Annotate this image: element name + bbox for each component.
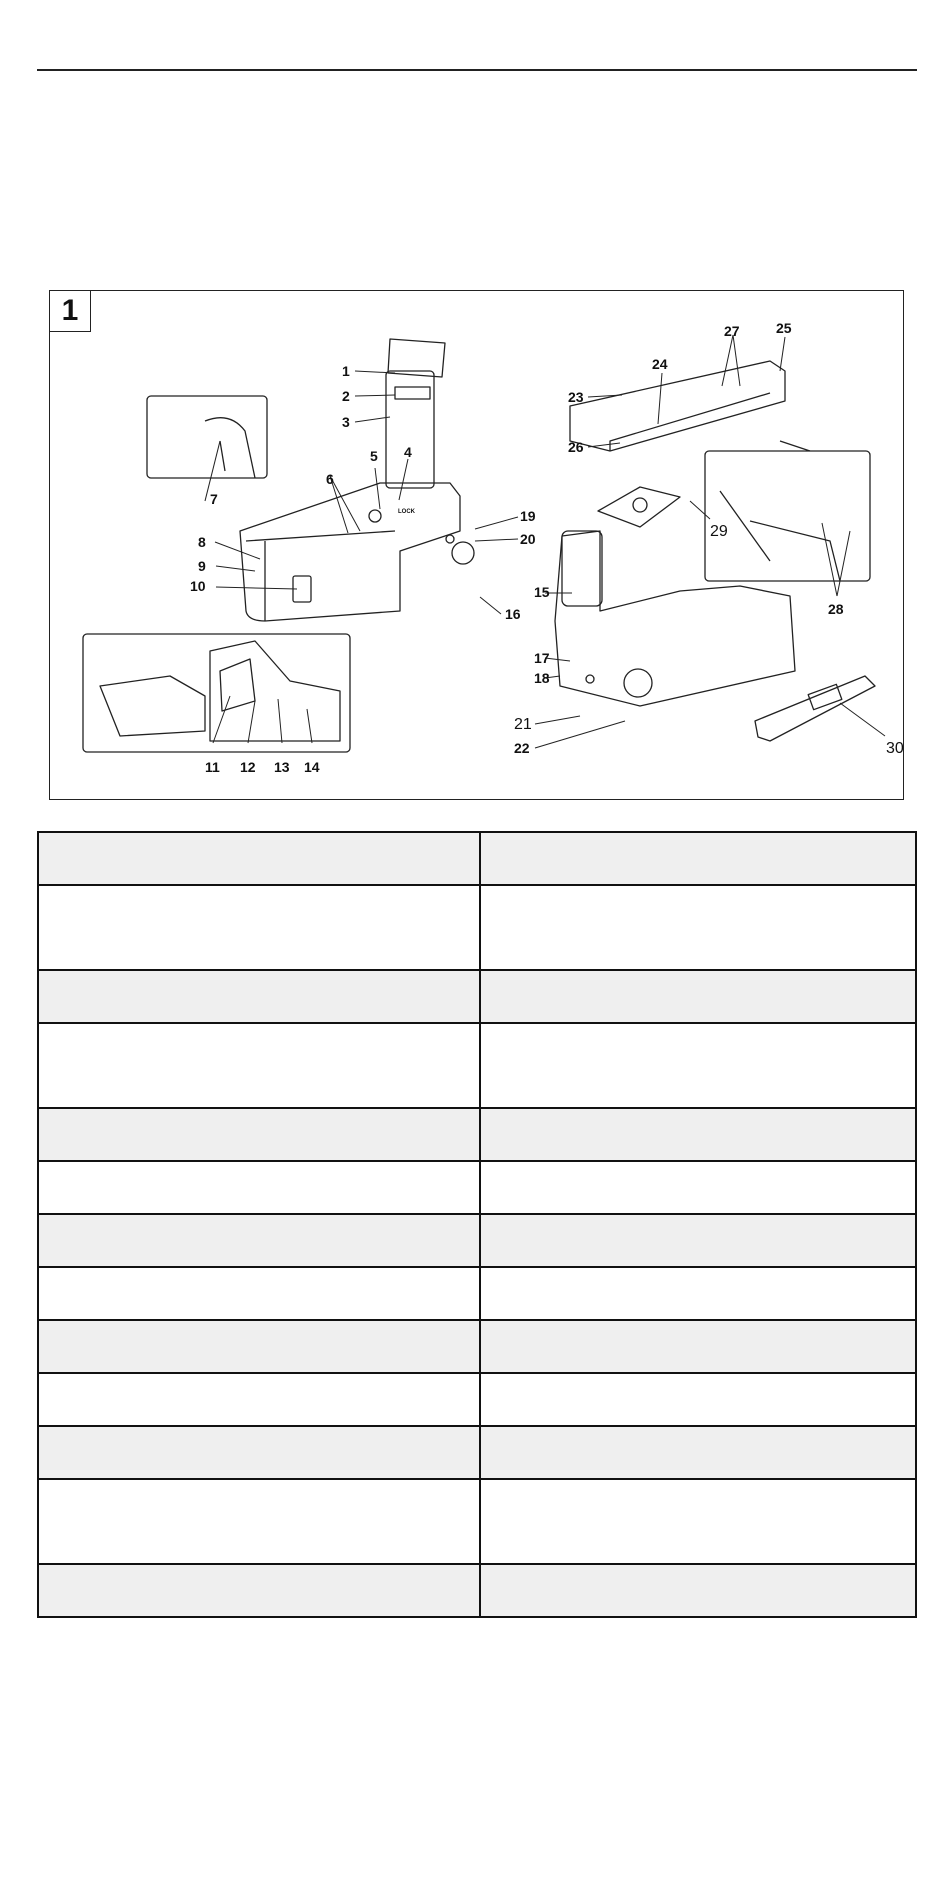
battery-grip-diagram	[50, 291, 902, 798]
table-row	[38, 1426, 916, 1479]
table-row	[38, 1564, 916, 1617]
callout-19: 19	[520, 508, 536, 524]
figure-1-frame	[49, 290, 904, 800]
battery-tray	[570, 361, 785, 451]
callout-17: 17	[534, 650, 550, 666]
callout-16: 16	[505, 606, 521, 622]
callout-30: 30	[886, 740, 904, 757]
table-row	[38, 1373, 916, 1426]
table-row	[38, 1161, 916, 1214]
table-cell-left	[38, 970, 480, 1023]
table-cell-right	[480, 970, 916, 1023]
callout-20: 20	[520, 531, 536, 547]
callout-4: 4	[404, 444, 412, 460]
callout-5: 5	[370, 448, 378, 464]
table-cell-left	[38, 1373, 480, 1426]
callout-8: 8	[198, 534, 206, 550]
table-cell-left	[38, 1267, 480, 1320]
callout-2: 2	[342, 388, 350, 404]
table-row	[38, 1267, 916, 1320]
callout-12: 12	[240, 759, 256, 775]
callout-23: 23	[568, 389, 584, 405]
callout-11: 11	[205, 759, 220, 775]
top-rule	[37, 69, 917, 71]
inset-tray-contacts	[705, 451, 870, 581]
grip-body-right	[555, 531, 795, 706]
callout-10: 10	[190, 578, 206, 594]
table-cell-right	[480, 1426, 916, 1479]
callout-24: 24	[652, 356, 668, 372]
inset-usb	[147, 396, 267, 478]
callout-26: 26	[568, 439, 584, 455]
figure-number: 1	[50, 291, 91, 332]
table-cell-left	[38, 1479, 480, 1564]
callout-18: 18	[534, 670, 550, 686]
table-row	[38, 832, 916, 885]
grip-body-left	[240, 483, 460, 621]
table-cell-left	[38, 832, 480, 885]
callout-29: 29	[710, 523, 728, 540]
callout-15: 15	[534, 584, 550, 600]
table-cell-right	[480, 1108, 916, 1161]
callout-21: 21	[514, 716, 532, 733]
table-cell-left	[38, 1214, 480, 1267]
table-cell-left	[38, 885, 480, 970]
table-cell-left	[38, 1108, 480, 1161]
table-cell-right	[480, 1023, 916, 1108]
table-row	[38, 1479, 916, 1564]
table-cell-right	[480, 1320, 916, 1373]
callout-9: 9	[198, 558, 206, 574]
table-cell-left	[38, 1564, 480, 1617]
callout-13: 13	[274, 759, 290, 775]
table-cell-right	[480, 885, 916, 970]
callout-7: 7	[210, 491, 218, 507]
table-cell-left	[38, 1426, 480, 1479]
table-cell-right	[480, 1373, 916, 1426]
callout-3: 3	[342, 414, 350, 430]
table-cell-right	[480, 1267, 916, 1320]
table-row	[38, 1214, 916, 1267]
table-row	[38, 1023, 916, 1108]
callout-14: 14	[304, 759, 320, 775]
table-row	[38, 1320, 916, 1373]
table-cell-right	[480, 1161, 916, 1214]
table-cell-right	[480, 832, 916, 885]
callout-28: 28	[828, 601, 844, 617]
table-row	[38, 1108, 916, 1161]
battery-insert	[386, 371, 434, 488]
table-cell-right	[480, 1214, 916, 1267]
table-cell-right	[480, 1479, 916, 1564]
spec-table	[37, 831, 917, 1618]
table-cell-left	[38, 1320, 480, 1373]
table-row	[38, 885, 916, 970]
table-cell-left	[38, 1023, 480, 1108]
callout-25: 25	[776, 320, 792, 336]
table-cell-right	[480, 1564, 916, 1617]
callout-1: 1	[342, 363, 350, 379]
table-row	[38, 970, 916, 1023]
table-cell-left	[38, 1161, 480, 1214]
callout-27: 27	[724, 323, 740, 339]
lock-label: LOCK	[398, 509, 415, 515]
remote-29	[598, 487, 680, 527]
callout-22: 22	[514, 740, 530, 756]
callout-6: 6	[326, 471, 334, 487]
